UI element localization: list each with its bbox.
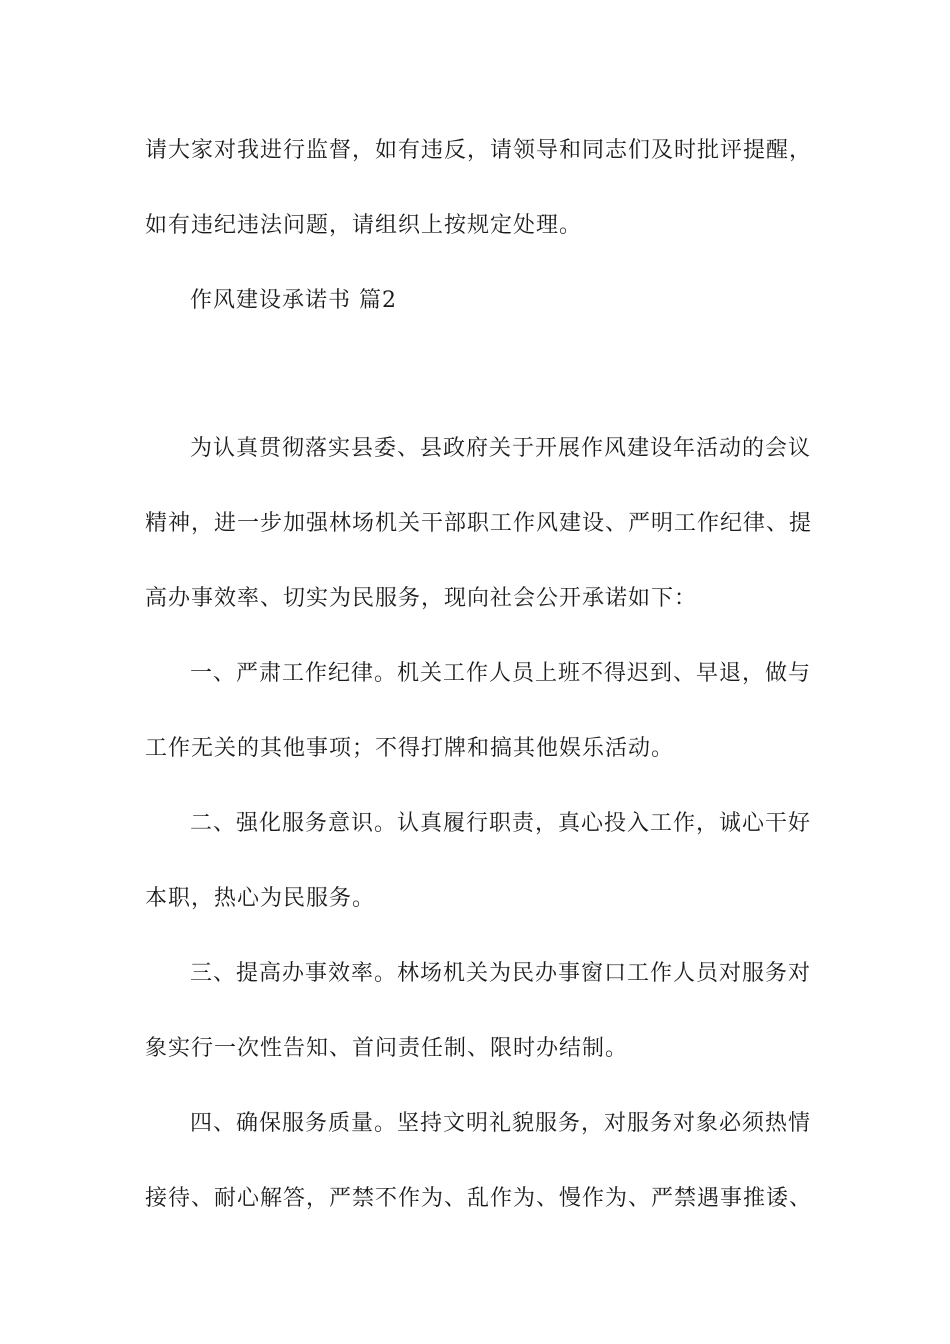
paragraph-line: 请大家对我进行监督，如有违反，请领导和同志们及时批评提醒， xyxy=(145,138,813,163)
paragraph-line: 精神，进一步加强林场机关干部职工作风建设、严明工作纪律、提 xyxy=(145,511,813,536)
paragraph-line: 工作无关的其他事项；不得打牌和搞其他娱乐活动。 xyxy=(145,736,675,761)
paragraph-line: 四、确保服务质量。坚持文明礼貌服务，对服务对象必须热情 xyxy=(190,1111,812,1136)
paragraph-line: 象实行一次性告知、首问责任制、限时办结制。 xyxy=(145,1036,629,1061)
paragraph-line: 如有违纪违法问题，请组织上按规定处理。 xyxy=(145,213,583,238)
paragraph-line: 本职，热心为民服务。 xyxy=(145,886,376,911)
paragraph-line: 一、严肃工作纪律。机关工作人员上班不得迟到、早退，做与 xyxy=(190,661,812,686)
paragraph-line: 二、强化服务意识。认真履行职责，真心投入工作，诚心干好 xyxy=(190,811,812,836)
paragraph-line: 三、提高办事效率。林场机关为民办事窗口工作人员对服务对 xyxy=(190,961,812,986)
paragraph-line: 高办事效率、切实为民服务，现向社会公开承诺如下： xyxy=(145,586,698,611)
paragraph-line: 接待、耐心解答，严禁不作为、乱作为、慢作为、严禁遇事推诿、 xyxy=(145,1186,813,1211)
section-heading: 作风建设承诺书 篇2 xyxy=(190,288,397,313)
paragraph-line: 为认真贯彻落实县委、县政府关于开展作风建设年活动的会议 xyxy=(190,436,812,461)
